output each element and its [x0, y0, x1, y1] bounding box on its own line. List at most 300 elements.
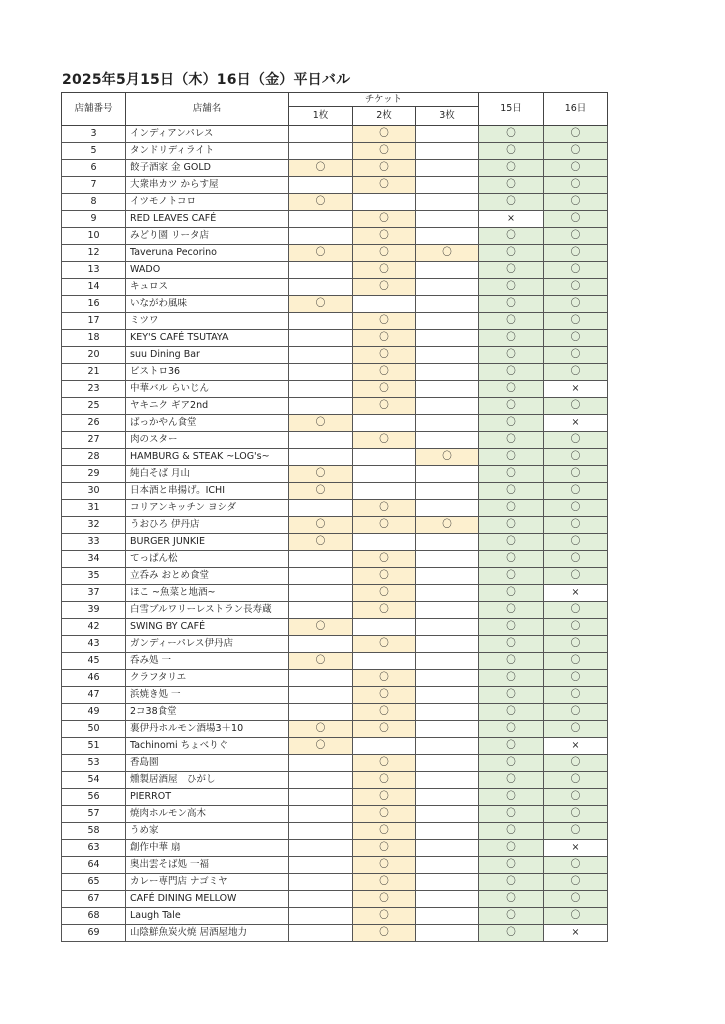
day-15-cell: 〇	[479, 534, 544, 551]
store-number-cell: 57	[62, 806, 126, 823]
ticket-1-cell: 〇	[289, 653, 353, 670]
day-16-cell: 〇	[544, 483, 608, 500]
ticket-1-cell	[289, 602, 353, 619]
table-row	[62, 398, 608, 415]
ticket-2-cell: 〇	[353, 721, 416, 738]
store-name-cell: ビストロ36	[126, 364, 289, 381]
store-name-cell: いながわ風味	[126, 296, 289, 313]
day-16-cell: 〇	[544, 330, 608, 347]
table-row	[62, 449, 608, 466]
ticket-3-cell	[416, 262, 479, 279]
store-number-cell: 3	[62, 126, 126, 143]
ticket-3-cell	[416, 279, 479, 296]
ticket-3-cell	[416, 313, 479, 330]
store-number-cell: 35	[62, 568, 126, 585]
day-15-cell: 〇	[479, 415, 544, 432]
header-store-number: 店舗番号	[62, 93, 126, 126]
table-row	[62, 517, 608, 534]
ticket-1-cell	[289, 262, 353, 279]
day-16-cell: 〇	[544, 177, 608, 194]
store-name-cell: 呑み処 一	[126, 653, 289, 670]
day-16-cell: 〇	[544, 500, 608, 517]
ticket-1-cell	[289, 398, 353, 415]
day-16-cell: 〇	[544, 823, 608, 840]
day-15-cell: 〇	[479, 517, 544, 534]
ticket-3-cell	[416, 840, 479, 857]
ticket-1-cell	[289, 228, 353, 245]
ticket-3-cell	[416, 381, 479, 398]
day-16-cell: 〇	[544, 534, 608, 551]
ticket-1-cell	[289, 568, 353, 585]
store-number-cell: 5	[62, 143, 126, 160]
day-16-cell: 〇	[544, 211, 608, 228]
ticket-2-cell: 〇	[353, 789, 416, 806]
day-15-cell: 〇	[479, 364, 544, 381]
day-16-cell: 〇	[544, 279, 608, 296]
page-title: 2025年5月15日（木）16日（金）平日バル	[62, 72, 351, 88]
day-15-cell: 〇	[479, 500, 544, 517]
ticket-2-cell: 〇	[353, 262, 416, 279]
ticket-2-cell: 〇	[353, 228, 416, 245]
store-number-cell: 18	[62, 330, 126, 347]
day-16-cell: 〇	[544, 653, 608, 670]
day-16-cell: 〇	[544, 857, 608, 874]
table-row	[62, 823, 608, 840]
day-15-cell: 〇	[479, 874, 544, 891]
ticket-1-cell	[289, 330, 353, 347]
store-number-cell: 39	[62, 602, 126, 619]
ticket-1-cell: 〇	[289, 721, 353, 738]
ticket-3-cell	[416, 619, 479, 636]
day-15-cell: 〇	[479, 857, 544, 874]
ticket-1-cell	[289, 772, 353, 789]
ticket-1-cell	[289, 551, 353, 568]
table-row	[62, 653, 608, 670]
store-number-cell: 47	[62, 687, 126, 704]
ticket-1-cell	[289, 381, 353, 398]
day-15-cell: 〇	[479, 772, 544, 789]
ticket-2-cell	[353, 449, 416, 466]
header-store-name: 店舗名	[126, 93, 289, 126]
store-name-cell: イツモノトコロ	[126, 194, 289, 211]
store-number-cell: 56	[62, 789, 126, 806]
store-number-cell: 54	[62, 772, 126, 789]
ticket-1-cell	[289, 143, 353, 160]
header-ticket-2: 2枚	[353, 107, 416, 126]
day-16-cell: 〇	[544, 789, 608, 806]
day-16-cell: 〇	[544, 449, 608, 466]
store-number-cell: 43	[62, 636, 126, 653]
store-name-cell: PIERROT	[126, 789, 289, 806]
store-name-cell: ヤキニク ギア2nd	[126, 398, 289, 415]
table-row	[62, 619, 608, 636]
day-15-cell: 〇	[479, 262, 544, 279]
store-name-cell: BURGER JUNKIE	[126, 534, 289, 551]
day-15-cell: 〇	[479, 296, 544, 313]
day-15-cell: 〇	[479, 279, 544, 296]
ticket-2-cell: 〇	[353, 857, 416, 874]
ticket-2-cell	[353, 466, 416, 483]
store-number-cell: 30	[62, 483, 126, 500]
ticket-2-cell	[353, 534, 416, 551]
store-name-cell: 餃子酒家 金 GOLD	[126, 160, 289, 177]
ticket-2-cell: 〇	[353, 823, 416, 840]
store-number-cell: 67	[62, 891, 126, 908]
table-row	[62, 415, 608, 432]
store-number-cell: 53	[62, 755, 126, 772]
ticket-1-cell: 〇	[289, 466, 353, 483]
store-number-cell: 16	[62, 296, 126, 313]
day-16-cell: 〇	[544, 874, 608, 891]
ticket-2-cell: 〇	[353, 585, 416, 602]
day-15-cell: 〇	[479, 619, 544, 636]
day-16-cell: 〇	[544, 755, 608, 772]
ticket-1-cell	[289, 364, 353, 381]
ticket-3-cell	[416, 925, 479, 942]
ticket-3-cell	[416, 228, 479, 245]
ticket-3-cell	[416, 483, 479, 500]
table-row	[62, 483, 608, 500]
ticket-2-cell: 〇	[353, 636, 416, 653]
ticket-1-cell	[289, 687, 353, 704]
day-16-cell: 〇	[544, 313, 608, 330]
store-number-cell: 28	[62, 449, 126, 466]
store-name-cell: うおひろ 伊丹店	[126, 517, 289, 534]
table-row	[62, 585, 608, 602]
store-number-cell: 10	[62, 228, 126, 245]
store-number-cell: 32	[62, 517, 126, 534]
ticket-2-cell: 〇	[353, 177, 416, 194]
store-number-cell: 29	[62, 466, 126, 483]
table-row	[62, 738, 608, 755]
ticket-1-cell	[289, 313, 353, 330]
ticket-3-cell	[416, 789, 479, 806]
store-number-cell: 37	[62, 585, 126, 602]
ticket-1-cell	[289, 432, 353, 449]
table-row	[62, 466, 608, 483]
day-15-cell: 〇	[479, 160, 544, 177]
table-row	[62, 211, 608, 228]
day-15-cell: 〇	[479, 432, 544, 449]
table-row	[62, 126, 608, 143]
store-number-cell: 14	[62, 279, 126, 296]
store-number-cell: 68	[62, 908, 126, 925]
table-row	[62, 279, 608, 296]
ticket-3-cell	[416, 755, 479, 772]
ticket-1-cell: 〇	[289, 415, 353, 432]
ticket-2-cell: 〇	[353, 908, 416, 925]
ticket-1-cell	[289, 891, 353, 908]
table-row	[62, 432, 608, 449]
table-row	[62, 636, 608, 653]
store-name-cell: Laugh Tale	[126, 908, 289, 925]
table-row	[62, 381, 608, 398]
ticket-2-cell	[353, 619, 416, 636]
table-row	[62, 925, 608, 942]
ticket-2-cell	[353, 738, 416, 755]
ticket-3-cell	[416, 432, 479, 449]
day-15-cell: 〇	[479, 483, 544, 500]
ticket-1-cell	[289, 211, 353, 228]
store-name-cell: うめ家	[126, 823, 289, 840]
day-15-cell: 〇	[479, 925, 544, 942]
ticket-2-cell: 〇	[353, 398, 416, 415]
day-15-cell: ×	[479, 211, 544, 228]
store-number-cell: 42	[62, 619, 126, 636]
ticket-3-cell	[416, 857, 479, 874]
table-row	[62, 891, 608, 908]
ticket-1-cell	[289, 857, 353, 874]
day-15-cell: 〇	[479, 585, 544, 602]
ticket-3-cell	[416, 891, 479, 908]
ticket-2-cell: 〇	[353, 874, 416, 891]
store-number-cell: 17	[62, 313, 126, 330]
ticket-1-cell: 〇	[289, 517, 353, 534]
ticket-2-cell: 〇	[353, 704, 416, 721]
ticket-1-cell: 〇	[289, 194, 353, 211]
ticket-2-cell	[353, 194, 416, 211]
store-number-cell: 21	[62, 364, 126, 381]
day-16-cell: 〇	[544, 721, 608, 738]
ticket-3-cell	[416, 585, 479, 602]
store-name-cell: 大衆串カツ からす屋	[126, 177, 289, 194]
day-16-cell: 〇	[544, 517, 608, 534]
ticket-1-cell	[289, 670, 353, 687]
day-15-cell: 〇	[479, 636, 544, 653]
ticket-3-cell	[416, 823, 479, 840]
day-16-cell: ×	[544, 840, 608, 857]
day-16-cell: ×	[544, 415, 608, 432]
day-16-cell: 〇	[544, 296, 608, 313]
store-name-cell: インディアンパレス	[126, 126, 289, 143]
ticket-3-cell: 〇	[416, 245, 479, 262]
store-name-cell: 立呑み おとめ食堂	[126, 568, 289, 585]
ticket-2-cell: 〇	[353, 925, 416, 942]
table-row	[62, 228, 608, 245]
ticket-3-cell	[416, 500, 479, 517]
ticket-2-cell: 〇	[353, 840, 416, 857]
ticket-3-cell	[416, 211, 479, 228]
day-15-cell: 〇	[479, 449, 544, 466]
day-15-cell: 〇	[479, 789, 544, 806]
ticket-3-cell	[416, 551, 479, 568]
table-row	[62, 840, 608, 857]
ticket-3-cell	[416, 364, 479, 381]
ticket-2-cell	[353, 296, 416, 313]
ticket-1-cell	[289, 806, 353, 823]
ticket-1-cell: 〇	[289, 160, 353, 177]
day-15-cell: 〇	[479, 313, 544, 330]
day-15-cell: 〇	[479, 840, 544, 857]
store-number-cell: 27	[62, 432, 126, 449]
ticket-3-cell	[416, 568, 479, 585]
store-name-cell: キュロス	[126, 279, 289, 296]
ticket-2-cell: 〇	[353, 755, 416, 772]
store-name-cell: SWING BY CAFÉ	[126, 619, 289, 636]
ticket-1-cell	[289, 908, 353, 925]
day-16-cell: 〇	[544, 908, 608, 925]
ticket-3-cell	[416, 721, 479, 738]
store-name-cell: ミツワ	[126, 313, 289, 330]
store-number-cell: 46	[62, 670, 126, 687]
day-16-cell: 〇	[544, 619, 608, 636]
day-15-cell: 〇	[479, 704, 544, 721]
ticket-3-cell	[416, 126, 479, 143]
ticket-2-cell: 〇	[353, 364, 416, 381]
ticket-3-cell	[416, 738, 479, 755]
table-row	[62, 330, 608, 347]
store-name-cell: HAMBURG & STEAK ~LOG's~	[126, 449, 289, 466]
table-row	[62, 874, 608, 891]
day-15-cell: 〇	[479, 143, 544, 160]
ticket-3-cell	[416, 874, 479, 891]
day-15-cell: 〇	[479, 466, 544, 483]
store-name-cell: suu Dining Bar	[126, 347, 289, 364]
ticket-1-cell: 〇	[289, 245, 353, 262]
day-15-cell: 〇	[479, 738, 544, 755]
ticket-1-cell	[289, 279, 353, 296]
store-name-cell: 浜焼き処 一	[126, 687, 289, 704]
day-16-cell: 〇	[544, 160, 608, 177]
store-name-cell: ガンディーパレス伊丹店	[126, 636, 289, 653]
header-ticket-1: 1枚	[289, 107, 353, 126]
ticket-1-cell: 〇	[289, 619, 353, 636]
store-name-cell: コリアンキッチン ヨシダ	[126, 500, 289, 517]
day-15-cell: 〇	[479, 721, 544, 738]
store-name-cell: 肉のスター	[126, 432, 289, 449]
store-number-cell: 13	[62, 262, 126, 279]
table-row	[62, 908, 608, 925]
ticket-3-cell	[416, 636, 479, 653]
day-15-cell: 〇	[479, 347, 544, 364]
store-name-cell: ほこ ~魚菜と地酒~	[126, 585, 289, 602]
day-16-cell: 〇	[544, 670, 608, 687]
ticket-2-cell: 〇	[353, 126, 416, 143]
store-number-cell: 58	[62, 823, 126, 840]
table-row	[62, 789, 608, 806]
store-name-cell: 2コ38食堂	[126, 704, 289, 721]
ticket-2-cell: 〇	[353, 279, 416, 296]
ticket-3-cell	[416, 908, 479, 925]
store-number-cell: 26	[62, 415, 126, 432]
store-name-cell: タンドリディライト	[126, 143, 289, 160]
header-ticket-3: 3枚	[416, 107, 479, 126]
table-row	[62, 568, 608, 585]
ticket-2-cell	[353, 415, 416, 432]
table-row	[62, 364, 608, 381]
store-number-cell: 8	[62, 194, 126, 211]
ticket-3-cell	[416, 398, 479, 415]
day-16-cell: 〇	[544, 143, 608, 160]
store-name-cell: 創作中華 扇	[126, 840, 289, 857]
ticket-3-cell	[416, 806, 479, 823]
day-16-cell: 〇	[544, 245, 608, 262]
ticket-3-cell	[416, 653, 479, 670]
day-15-cell: 〇	[479, 653, 544, 670]
table-row	[62, 245, 608, 262]
store-name-cell: 日本酒と串揚げ。ICHI	[126, 483, 289, 500]
store-number-cell: 64	[62, 857, 126, 874]
day-16-cell: 〇	[544, 126, 608, 143]
table-row	[62, 194, 608, 211]
store-name-cell: Taveruna Pecorino	[126, 245, 289, 262]
ticket-3-cell	[416, 466, 479, 483]
store-name-cell: 香島園	[126, 755, 289, 772]
ticket-1-cell	[289, 874, 353, 891]
day-16-cell: ×	[544, 925, 608, 942]
table-row	[62, 262, 608, 279]
store-name-cell: クラフタリエ	[126, 670, 289, 687]
ticket-3-cell: 〇	[416, 449, 479, 466]
store-number-cell: 34	[62, 551, 126, 568]
ticket-1-cell	[289, 585, 353, 602]
ticket-2-cell: 〇	[353, 245, 416, 262]
ticket-1-cell	[289, 126, 353, 143]
store-number-cell: 50	[62, 721, 126, 738]
header-day-16: 16日	[544, 93, 608, 126]
store-number-cell: 45	[62, 653, 126, 670]
header-day-15: 15日	[479, 93, 544, 126]
ticket-2-cell: 〇	[353, 772, 416, 789]
ticket-1-cell: 〇	[289, 483, 353, 500]
ticket-3-cell	[416, 143, 479, 160]
header-ticket: チケット	[289, 93, 479, 107]
store-number-cell: 49	[62, 704, 126, 721]
store-name-cell: 純白そば 月山	[126, 466, 289, 483]
ticket-3-cell	[416, 602, 479, 619]
store-number-cell: 23	[62, 381, 126, 398]
table-row	[62, 160, 608, 177]
store-number-cell: 9	[62, 211, 126, 228]
table-row	[62, 551, 608, 568]
table-row	[62, 772, 608, 789]
ticket-1-cell	[289, 177, 353, 194]
table-row	[62, 670, 608, 687]
store-number-cell: 7	[62, 177, 126, 194]
store-number-cell: 65	[62, 874, 126, 891]
ticket-2-cell: 〇	[353, 143, 416, 160]
ticket-2-cell: 〇	[353, 687, 416, 704]
day-15-cell: 〇	[479, 398, 544, 415]
day-16-cell: 〇	[544, 772, 608, 789]
ticket-2-cell: 〇	[353, 806, 416, 823]
day-16-cell: 〇	[544, 347, 608, 364]
ticket-1-cell	[289, 449, 353, 466]
ticket-2-cell: 〇	[353, 432, 416, 449]
table-row	[62, 687, 608, 704]
ticket-2-cell: 〇	[353, 551, 416, 568]
day-16-cell: ×	[544, 585, 608, 602]
ticket-2-cell: 〇	[353, 313, 416, 330]
ticket-2-cell: 〇	[353, 211, 416, 228]
table-row	[62, 806, 608, 823]
store-number-cell: 69	[62, 925, 126, 942]
table-row	[62, 755, 608, 772]
day-15-cell: 〇	[479, 806, 544, 823]
ticket-2-cell: 〇	[353, 517, 416, 534]
ticket-1-cell	[289, 925, 353, 942]
table-row	[62, 500, 608, 517]
ticket-1-cell	[289, 500, 353, 517]
store-number-cell: 33	[62, 534, 126, 551]
store-name-cell: 中華バル らいじん	[126, 381, 289, 398]
store-number-cell: 63	[62, 840, 126, 857]
ticket-1-cell	[289, 789, 353, 806]
ticket-1-cell: 〇	[289, 534, 353, 551]
ticket-3-cell	[416, 177, 479, 194]
day-16-cell: 〇	[544, 891, 608, 908]
ticket-1-cell	[289, 755, 353, 772]
